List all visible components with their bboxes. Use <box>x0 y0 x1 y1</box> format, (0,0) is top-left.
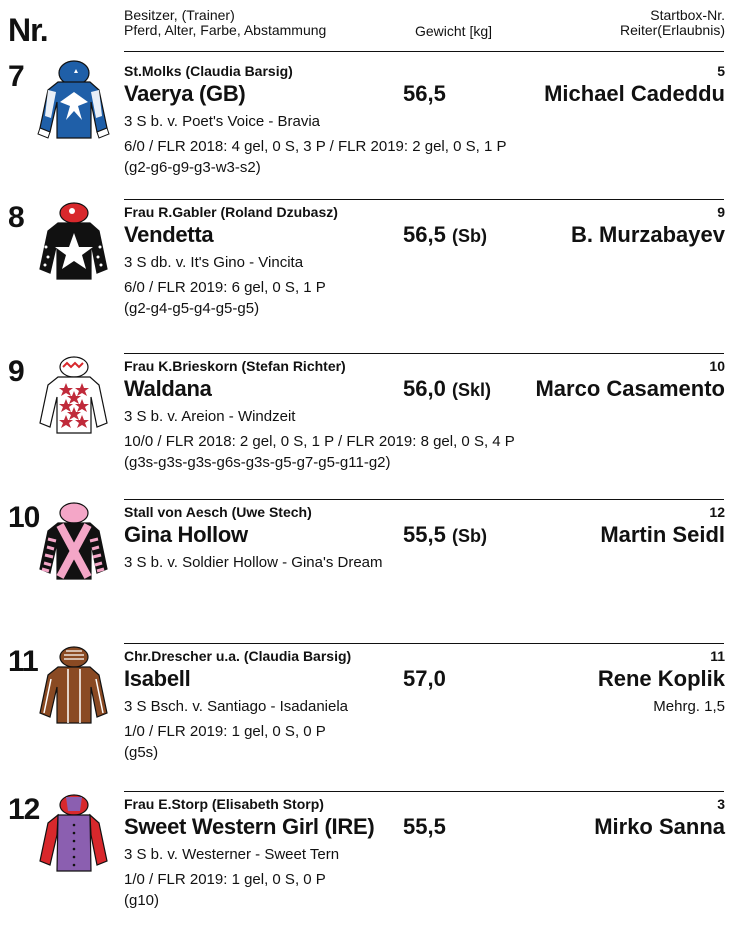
form-summary: 6/0 / FLR 2018: 4 gel, 0 S, 3 P / FLR 2019: 2 gel, 0 S, 1 P <box>124 138 507 155</box>
jockey-name: B. Murzabayev <box>570 222 725 247</box>
form-sequence: (g3s-g3s-g3s-g6s-g3s-g5-g7-g5-g11-g2) <box>124 454 391 471</box>
header-owner <box>124 8 326 38</box>
horse-description: 3 S b. v. Westerner - Sweet Tern <box>124 846 340 863</box>
weight-note: (Sb) <box>451 526 487 546</box>
jockey-silk-black-pink-cross-icon <box>36 499 110 609</box>
weight <box>403 666 446 692</box>
entry-row <box>0 791 735 926</box>
entry-row <box>0 58 735 193</box>
header-box-line1: Startbox-Nr. <box>650 7 725 23</box>
owner-trainer: Chr.Drescher u.a. (Claudia Barsig) <box>124 648 352 664</box>
jockey-name: Michael Cadeddu <box>544 81 725 106</box>
entry-row <box>0 499 735 624</box>
weight-value: 56,5 <box>403 222 446 247</box>
header-box-line2: Reiter(Erlaubnis) <box>619 22 725 38</box>
entry-row <box>0 353 735 490</box>
owner-trainer: Frau E.Storp (Elisabeth Storp) <box>124 796 324 812</box>
jockey-name: Mirko Sanna <box>594 814 725 839</box>
jockey-name: Rene Koplik <box>597 666 725 691</box>
form-sequence: (g10) <box>124 892 160 909</box>
jockey-silk-blue-white-star-icon <box>36 58 110 168</box>
entry-number: 11 <box>8 645 38 678</box>
entry-number: 12 <box>8 793 40 826</box>
entry-divider <box>124 353 724 354</box>
weight <box>403 81 446 107</box>
weight-note: (Skl) <box>451 380 491 400</box>
weight <box>403 222 487 248</box>
startbox-number: 11 <box>710 648 725 664</box>
entry-divider <box>124 643 724 644</box>
horse-description: 3 S db. v. It's Gino - Vincita <box>124 254 304 271</box>
startbox-number: 10 <box>709 358 725 374</box>
jockey-silk-brown-stripes-icon <box>36 643 110 753</box>
horse-name: Vaerya (GB) <box>124 81 246 106</box>
header-owner-line1: Besitzer, (Trainer) <box>124 7 235 23</box>
weight-value: 56,5 <box>403 81 446 106</box>
startbox-number: 12 <box>709 504 725 520</box>
form-summary: 1/0 / FLR 2019: 1 gel, 0 S, 0 P <box>124 723 326 740</box>
extra-weight: Mehrg. 1,5 <box>653 698 725 715</box>
horse-name: Sweet Western Girl (IRE) <box>124 814 375 839</box>
jockey-silk-white-red-stars-icon <box>36 353 110 463</box>
owner-trainer: Frau K.Brieskorn (Stefan Richter) <box>124 358 346 374</box>
weight-value: 55,5 <box>403 814 446 839</box>
form-summary: 10/0 / FLR 2018: 2 gel, 0 S, 1 P / FLR 2019: 8 gel, 0 S, 4 P <box>124 433 515 450</box>
horse-name: Gina Hollow <box>124 522 248 547</box>
weight-value: 57,0 <box>403 666 446 691</box>
jockey-silk-black-white-star-icon <box>36 199 110 309</box>
startbox-number: 3 <box>717 796 725 812</box>
entry-row <box>0 643 735 773</box>
weight <box>403 522 487 548</box>
form-record <box>124 277 326 319</box>
form-sequence: (g2-g6-g9-g3-w3-s2) <box>124 159 261 176</box>
jockey-name: Marco Casamento <box>535 376 725 401</box>
header-weight: Gewicht [kg] <box>415 23 493 39</box>
entry-number: 10 <box>8 501 40 534</box>
entry-row <box>0 199 735 334</box>
entry-number: 8 <box>8 201 24 234</box>
table-header <box>0 0 735 52</box>
header-box <box>620 8 725 38</box>
form-sequence: (g2-g4-g5-g4-g5-g5) <box>124 300 260 317</box>
horse-description: 3 S b. v. Poet's Voice - Bravia <box>124 113 321 130</box>
entry-number: 7 <box>8 60 24 93</box>
owner-trainer: Stall von Aesch (Uwe Stech) <box>124 504 312 520</box>
form-record <box>124 721 326 763</box>
weight-note: (Sb) <box>451 226 487 246</box>
weight <box>403 376 491 402</box>
startbox-number: 9 <box>717 204 725 220</box>
horse-description: 3 S b. v. Areion - Windzeit <box>124 408 296 425</box>
horse-name: Isabell <box>124 666 191 691</box>
entry-divider <box>124 791 724 792</box>
weight-value: 55,5 <box>403 522 446 547</box>
entry-divider <box>124 499 724 500</box>
header-owner-line2: Pferd, Alter, Farbe, Abstammung <box>124 22 327 38</box>
form-summary: 1/0 / FLR 2019: 1 gel, 0 S, 0 P <box>124 871 326 888</box>
weight <box>403 814 446 840</box>
form-record <box>124 869 326 911</box>
entry-divider <box>124 199 724 200</box>
form-sequence: (g5s) <box>124 744 159 761</box>
jockey-name: Martin Seidl <box>600 522 725 547</box>
jockey-silk-purple-red-sleeves-icon <box>36 791 110 901</box>
form-record <box>124 136 506 178</box>
owner-trainer: St.Molks (Claudia Barsig) <box>124 63 293 79</box>
form-record <box>124 431 515 473</box>
horse-name: Vendetta <box>124 222 214 247</box>
horse-description: 3 S Bsch. v. Santiago - Isadaniela <box>124 698 349 715</box>
horse-description: 3 S b. v. Soldier Hollow - Gina's Dream <box>124 554 383 571</box>
horse-name: Waldana <box>124 376 212 401</box>
startbox-number: 5 <box>717 63 725 79</box>
header-divider <box>124 51 724 52</box>
owner-trainer: Frau R.Gabler (Roland Dzubasz) <box>124 204 338 220</box>
form-summary: 6/0 / FLR 2019: 6 gel, 0 S, 1 P <box>124 279 326 296</box>
header-nr: Nr. <box>8 12 48 48</box>
entry-number: 9 <box>8 355 24 388</box>
weight-value: 56,0 <box>403 376 446 401</box>
